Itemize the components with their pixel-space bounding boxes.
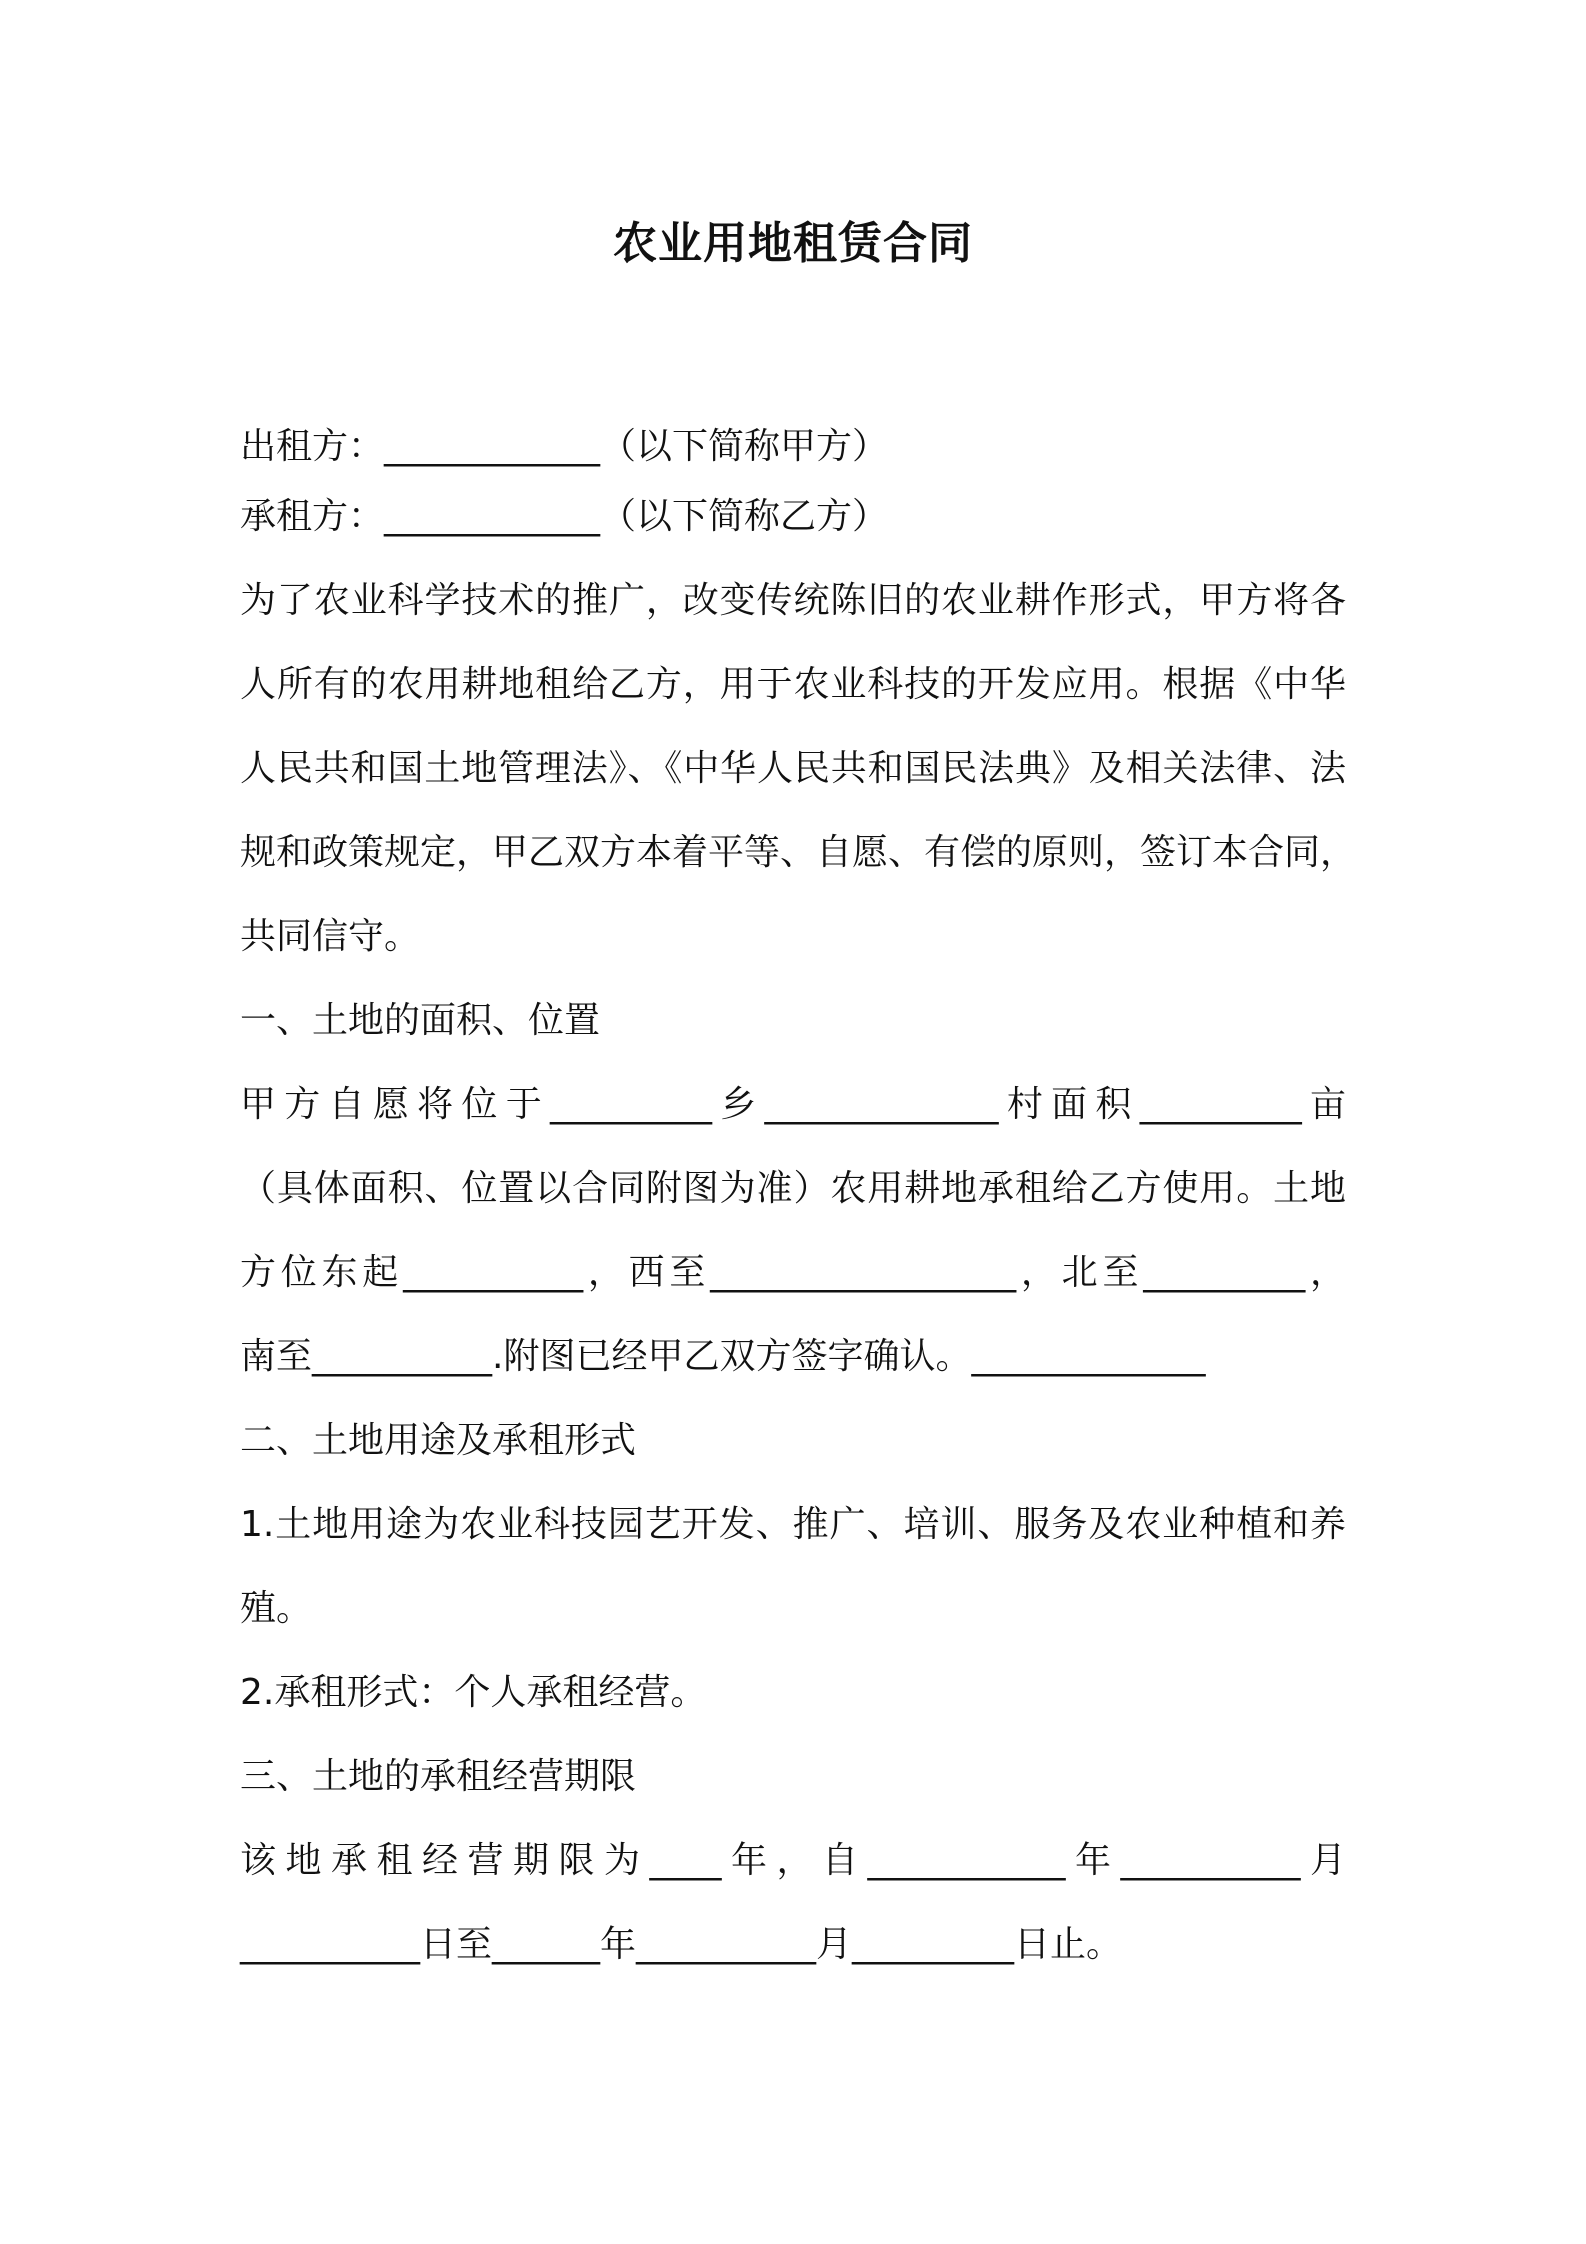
section-heading-1: 一、土地的面积、位置	[240, 1000, 601, 1041]
section-1-line-1: 甲方自愿将位于_________乡_____________村面积_________亩	[240, 1084, 1346, 1125]
section-2-line-3: 2.承租形式：个人承租经营。	[240, 1672, 707, 1713]
section-heading-2: 二、土地用途及承租形式	[240, 1420, 637, 1461]
document-title: 农业用地租赁合同	[613, 218, 973, 269]
section-3-line-2: __________日至______年__________月_________日止。	[240, 1924, 1123, 1965]
preamble-line-5: 共同信守。	[240, 916, 421, 957]
section-2-line-1: 1.土地用途为农业科技园艺开发、推广、培训、服务及农业种植和养	[240, 1504, 1346, 1545]
document-body	[240, 405, 1357, 1987]
section-heading-3: 三、土地的承租经营期限	[240, 1756, 637, 1797]
section-3-line-1: 该地承租经营期限为____年，自___________年__________月	[240, 1840, 1346, 1881]
preamble-line-2: 人所有的农用耕地租给乙方，用于农业科技的开发应用。根据《中华	[240, 664, 1346, 705]
preamble-line-3: 人民共和国土地管理法》、《中华人民共和国民法典》及相关法律、法	[240, 748, 1346, 789]
preamble-line-4: 规和政策规定，甲乙双方本着平等、自愿、有偿的原则，签订本合同，	[240, 832, 1357, 873]
lessor-line: 出租方：____________（以下简称甲方）	[240, 426, 889, 467]
preamble-line-1: 为了农业科学技术的推广，改变传统陈旧的农业耕作形式，甲方将各	[240, 580, 1346, 621]
section-1-line-4: 南至__________.附图已经甲乙双方签字确认。_____________	[240, 1336, 1206, 1377]
section-1-line-3: 方位东起__________，西至_________________，北至_________，	[240, 1252, 1346, 1293]
lessee-line: 承租方：____________（以下简称乙方）	[240, 496, 889, 537]
section-2-line-2: 殖。	[240, 1588, 313, 1629]
section-1-line-2: （具体面积、位置以合同附图为准）农用耕地承租给乙方使用。土地	[240, 1168, 1346, 1209]
